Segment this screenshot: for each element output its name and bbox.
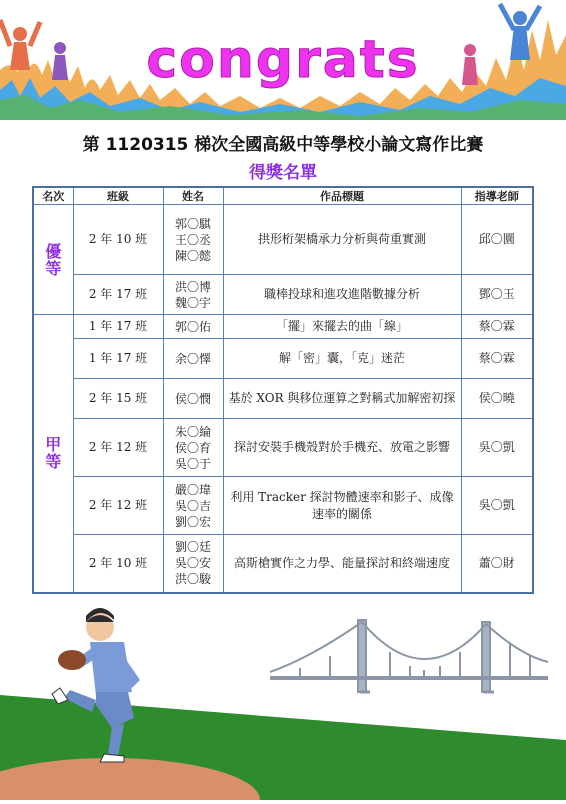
student-name: 吳〇于 bbox=[174, 456, 211, 471]
student-name: 洪〇博 bbox=[174, 279, 211, 294]
teacher-cell: 蕭〇財 bbox=[461, 535, 533, 593]
suspension-bridge-icon bbox=[270, 620, 548, 692]
students-cell bbox=[163, 379, 223, 419]
page-title: 第 1120315 梯次全國高級中等學校小論文寫作比賽 bbox=[82, 135, 484, 155]
celebration-banner bbox=[0, 0, 566, 120]
header-teacher: 指導老師 bbox=[461, 187, 533, 205]
work-cell: 高斯槍實作之力學、能量探討和終端速度 bbox=[223, 535, 461, 593]
students-cell bbox=[163, 315, 223, 339]
header-name: 姓名 bbox=[163, 187, 223, 205]
students-cell bbox=[163, 477, 223, 535]
header-rank: 名次 bbox=[33, 187, 73, 205]
work-cell: 探討安裝手機殼對於手機充、放電之影響 bbox=[223, 419, 461, 477]
student-name: 吳〇安 bbox=[174, 556, 211, 571]
work-cell: 拱形桁架橋承力分析與荷重實測 bbox=[223, 205, 461, 275]
class-cell: 2 年 12 班 bbox=[73, 419, 163, 477]
student-name: 嚴〇瑋 bbox=[174, 482, 211, 497]
table-row bbox=[33, 535, 533, 593]
table-row bbox=[33, 477, 533, 535]
student-name: 劉〇宏 bbox=[174, 514, 211, 529]
teacher-cell: 蔡〇霖 bbox=[461, 339, 533, 379]
student-name: 王〇丞 bbox=[174, 232, 211, 247]
header-class: 班級 bbox=[73, 187, 163, 205]
class-cell: 2 年 10 班 bbox=[73, 205, 163, 275]
table-row bbox=[33, 339, 533, 379]
work-cell: 職棒投球和進攻進階數據分析 bbox=[223, 275, 461, 315]
teacher-cell: 侯〇曉 bbox=[461, 379, 533, 419]
table-row bbox=[33, 315, 533, 339]
class-cell: 1 年 17 班 bbox=[73, 315, 163, 339]
work-cell: 「擺」來擺去的曲「線」 bbox=[223, 315, 461, 339]
rank-char: 甲 bbox=[45, 435, 62, 455]
rank-cell-first-class bbox=[33, 315, 73, 593]
class-cell: 1 年 17 班 bbox=[73, 339, 163, 379]
class-cell: 2 年 10 班 bbox=[73, 535, 163, 593]
class-cell: 2 年 12 班 bbox=[73, 477, 163, 535]
table-row bbox=[33, 419, 533, 477]
teacher-cell: 鄧〇玉 bbox=[461, 275, 533, 315]
work-cell: 基於 XOR 與移位運算之對稱式加解密初探 bbox=[223, 379, 461, 419]
congrats-heading: congrats bbox=[146, 30, 420, 90]
student-name: 劉〇廷 bbox=[174, 540, 211, 555]
teacher-cell: 蔡〇霖 bbox=[461, 315, 533, 339]
students-cell bbox=[163, 275, 223, 315]
teacher-cell: 吳〇凱 bbox=[461, 477, 533, 535]
table-row bbox=[33, 275, 533, 315]
student-name: 余〇懌 bbox=[174, 351, 211, 366]
work-cell: 利用 Tracker 探討物體速率和影子、成像速率的關係 bbox=[223, 477, 461, 535]
students-cell bbox=[163, 419, 223, 477]
page-subtitle: 得獎名單 bbox=[249, 163, 317, 183]
work-cell: 解「密」囊，「克」迷茫 bbox=[223, 339, 461, 379]
rank-cell-excellent bbox=[33, 205, 73, 315]
student-name: 朱〇綸 bbox=[174, 424, 211, 439]
student-name: 侯〇育 bbox=[174, 440, 211, 455]
table-header-row bbox=[33, 187, 533, 205]
rank-char: 等 bbox=[45, 258, 62, 278]
class-cell: 2 年 15 班 bbox=[73, 379, 163, 419]
teacher-cell: 邱〇圜 bbox=[461, 205, 533, 275]
students-cell bbox=[163, 535, 223, 593]
class-cell: 2 年 17 班 bbox=[73, 275, 163, 315]
award-table bbox=[32, 186, 534, 594]
table-row bbox=[33, 379, 533, 419]
header-work: 作品標題 bbox=[223, 187, 461, 205]
bottom-illustration bbox=[0, 600, 566, 800]
student-name: 魏〇宇 bbox=[174, 295, 211, 310]
students-cell bbox=[163, 339, 223, 379]
student-name: 吳〇吉 bbox=[174, 498, 211, 513]
students-cell bbox=[163, 205, 223, 275]
student-name: 侯〇憫 bbox=[174, 391, 211, 406]
table-row bbox=[33, 205, 533, 275]
rank-char: 等 bbox=[45, 452, 62, 472]
student-name: 郭〇佑 bbox=[174, 319, 211, 334]
rank-char: 優 bbox=[45, 241, 62, 261]
teacher-cell: 吳〇凱 bbox=[461, 419, 533, 477]
student-name: 郭〇騏 bbox=[174, 216, 211, 231]
student-name: 陳〇懿 bbox=[174, 248, 211, 263]
student-name: 洪〇駿 bbox=[174, 572, 211, 587]
